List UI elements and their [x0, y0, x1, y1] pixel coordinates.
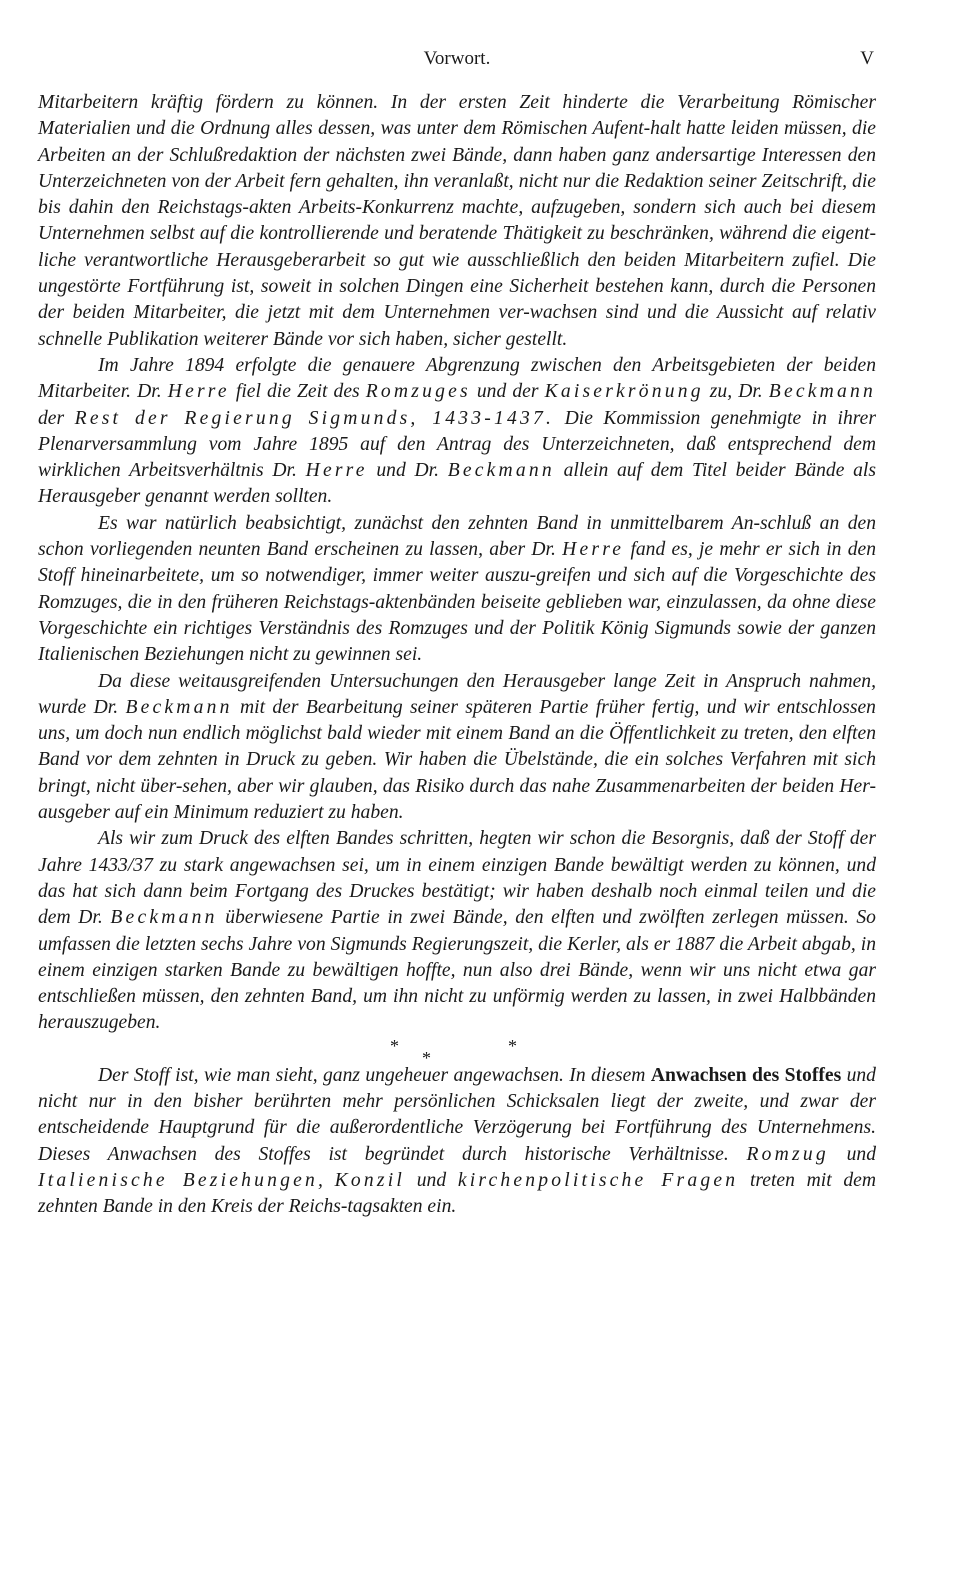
text-run: Die Kommission genehmigte in ihrer Plenarversammlung vom Jahre 1895 auf den Antrag des Unterzeichneten, daß entsprechend dem wirklichen Arbeitsverhältnis Dr. [38, 407, 876, 482]
text-run: und Dr. [367, 460, 448, 482]
text-run: allein auf dem Titel beider Bände als Herausgeber genannt werden sollten. [38, 460, 876, 508]
paragraph [38, 511, 876, 669]
text-run: mit der Bearbeitung seiner späteren Partie früher fertig, und wir entschlossen uns, um doch nun endlich möglichst bald wieder mit einem Band an die Öffentlichkeit zu treten, den elften Band vor dem zehnten in Druck zu geben. Wir haben die Übelstände, die ein solches Verfahren mit sich bringt, nicht über-sehen, aber wir glauben, das Risiko durch das nahe Zusammenarbeiten der beiden Her-ausgeber auf ein Minimum reduziert zu haben. [38, 696, 876, 824]
text-run: Es war natürlich beabsichtigt, zunächst den zehnten Band in unmittelbarem An-schluß an den schon vorliegenden neunten Band erscheinen zu lassen, aber Dr. [38, 512, 876, 561]
text-run: Der Stoff ist, wie man sieht, ganz ungeheuer angewachsen. In diesem [98, 1064, 651, 1086]
paragraph [38, 90, 876, 353]
text-run: überwiesene Partie in zwei Bände, den elften und zwölften zerlegen müssen. So umfassen die letzten sechs Jahre von Sigmunds Regierungszeit, die Kerler, als er 1887 die Arbeit abgab, in einem einzigen starken Bande zu bewältigen hoffte, nun also drei Bände, wenn wir uns nicht etwa gar entschließen müssen, den zehnten Band, um ihn nicht zu unförmig werden zu lassen, in zwei Halbbänden herauszugeben. [38, 907, 876, 1034]
paragraph [38, 353, 876, 511]
paragraph [38, 826, 876, 1036]
separator-star: * [508, 1035, 517, 1056]
running-title: Vorwort. [423, 48, 491, 69]
separator-star: * [390, 1035, 399, 1056]
running-header [38, 44, 876, 74]
paragraph [38, 1063, 876, 1221]
bold-emphasis-text: Anwachsen des Stoffes [650, 1064, 842, 1086]
spaced-emphasis-text: Rest der Regierung Sigmunds, 1433-1437. [74, 407, 555, 429]
spaced-emphasis-text: Kaiserkrönung [544, 381, 704, 403]
text-run: fiel die Zeit des [229, 381, 366, 403]
text-run: und [828, 1143, 876, 1165]
spaced-emphasis-text: Romzug [746, 1143, 829, 1165]
text-run: Im Jahre 1894 erfolgte die genauere Abgrenzung zwischen den Arbeitsgebieten der beiden Mitarbeiter. Dr. [38, 354, 876, 403]
spaced-emphasis-text: Romzuges [365, 381, 471, 403]
text-run: der [38, 407, 75, 429]
spaced-emphasis-text: Beckmann [768, 381, 876, 403]
text-run: , [318, 1169, 335, 1191]
separator-star: * [422, 1047, 431, 1068]
spaced-emphasis-text: Beckmann [110, 907, 218, 929]
spaced-emphasis-text: Konzil [334, 1169, 406, 1191]
spaced-emphasis-text: kirchenpolitische Fragen [457, 1169, 739, 1191]
text-run: Als wir zum Druck des elften Bandes schritten, hegten wir schon die Besorgnis, daß der Stoff der Jahre 1433/37 zu stark angewachsen sei, um in einem einzigen Bande bewältigt werden zu können, und das hat sich dann beim Fortgang des Druckes bestätigt; wir haben deshalb noch einmal teilen und die dem Dr. [38, 828, 876, 929]
text-run: treten mit dem zehnten Bande in den Kreis der Reichs-tagsakten ein. [38, 1169, 877, 1218]
text-run: und der [470, 381, 545, 403]
page-number: V [860, 48, 874, 69]
spaced-emphasis-text: Herre [305, 460, 368, 482]
spaced-emphasis-text: Italienische Beziehungen [38, 1169, 319, 1191]
paragraph [38, 669, 876, 827]
text-run: zu, Dr. [703, 381, 769, 403]
spaced-emphasis-text: Beckmann [125, 696, 233, 718]
spaced-emphasis-text: Beckmann [447, 460, 555, 482]
body-text [38, 90, 876, 1220]
spaced-emphasis-text: Herre [562, 539, 625, 561]
text-run: Da diese weitausgreifenden Untersuchungen den Herausgeber lange Zeit in Anspruch nahmen, wurde Dr. [38, 670, 876, 718]
section-separator-stars [38, 1035, 876, 1068]
text-run: Mitarbeitern kräftig fördern zu können. In der ersten Zeit hinderte die Verarbeitung Römischer Materialien und die Ordnung alles dessen, was unter dem Römischen Aufent-halt hatte leiden müssen, die Arbeiten an der Schlußredaktion der nächsten zwei Bände, dann haben ganz andersartige Interessen den Unterzeichneten von der Arbeit fern gehalten, ihn veranlaßt, nicht nur die Redaktion seiner Zeitschrift, die bis dahin den Reichstags-akten Arbeits-Konkurrenz machte, aufzugeben, sondern sich auch bei diesem Unternehmen selbst auf die kontrollierende und beratende Thätigkeit zu beschränken, während die eigent-liche verantwortliche Herausgeberarbeit so gut wie ausschließlich den beiden Mitarbeitern zufiel. Die ungestörte Fortführung ist, soweit in solchen Dingen eine Sicherheit bestehen kann, durch die Personen der beiden Mitarbeiter, die jetzt mit dem Unternehmen ver-wachsen sind und die Aussicht auf relativ schnelle Publikation weiterer Bände vor sich haben, sicher gestellt. [38, 92, 876, 350]
text-run: und [405, 1169, 458, 1191]
text-run: fand es, je mehr er sich in den Stoff hineinarbeitete, um so notwendiger, immer weiter auszu-greifen und sich auf die Vorgeschichte des Romzuges, die in den früheren Reichstags-aktenbänden beiseite geblieben war, einzulassen, da ohne diese Vorgeschichte ein richtiges Verständnis des Romzuges und der Politik König Sigmunds sowie der ganzen Italienischen Beziehungen nicht zu gewinnen sei. [38, 539, 876, 666]
text-run: und nicht nur in den bisher berührten mehr persönlichen Schicksalen liegt der zweite, und zwar der entscheidende Hauptgrund für die außerordentliche Verzögerung bei Fortführung des Unternehmens. Dieses Anwachsen des Stoffes ist begründet durch historische Verhältnisse. [38, 1064, 876, 1165]
spaced-emphasis-text: Herre [167, 381, 230, 403]
